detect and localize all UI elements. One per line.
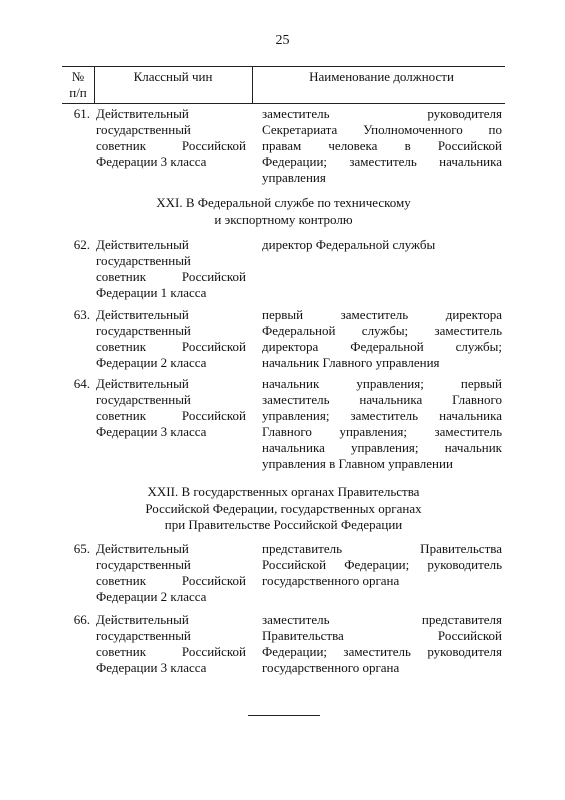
heading-line: при Правительстве Российской Федерации [164, 517, 403, 532]
heading-line: Российской Федерации, государственных органах [145, 500, 422, 516]
row-rank [96, 237, 246, 301]
row-rank [96, 612, 246, 676]
heading-line: XXI. В Федеральной службе по техническому [156, 195, 411, 210]
rank-line: государственный [96, 122, 191, 138]
position-line: заместитель начальника Главного [262, 392, 502, 408]
position-line: начальник Главного управления [262, 355, 440, 371]
position-line: государственного органа [262, 573, 400, 589]
section-heading-xxii [62, 484, 505, 534]
position-line: Федерации; заместитель руководителя [262, 644, 502, 660]
rank-line: Действительный [96, 237, 189, 252]
header-number-line1: № [71, 69, 85, 84]
rank-line: Действительный [96, 612, 189, 627]
position-line: Российской Федерации; руководитель [262, 557, 502, 573]
column-divider [252, 67, 253, 103]
position-line: представитель Правительства [262, 541, 502, 556]
column-divider [94, 67, 95, 103]
position-line: первый заместитель директора [262, 307, 502, 322]
rank-line: государственный [96, 253, 191, 269]
row-position [262, 307, 502, 371]
rank-line: Действительный [96, 106, 189, 121]
rank-line: советник Российской [96, 644, 246, 660]
header-number-line2: п/п [69, 85, 87, 100]
position-line: управления; заместитель начальника [262, 408, 502, 424]
position-line: заместитель руководителя [262, 106, 502, 121]
header-position: Наименование должности [309, 69, 454, 84]
row-number: 64. [73, 376, 90, 391]
position-line: директор Федеральной службы [262, 237, 436, 252]
row-rank [96, 106, 246, 170]
row-number: 63. [73, 307, 90, 322]
position-line: директора Федеральной службы; [262, 339, 502, 355]
row-rank [96, 541, 246, 605]
rank-line: Федерации 3 класса [96, 154, 207, 170]
position-line: Федерации; заместитель начальника [262, 154, 502, 170]
table-header [62, 66, 505, 104]
position-line: Федеральной службы; заместитель [262, 323, 502, 339]
rank-line: советник Российской [96, 269, 246, 285]
rank-line: советник Российской [96, 339, 246, 355]
page-number: 25 [275, 33, 290, 48]
row-number: 62. [73, 237, 90, 252]
row-rank [96, 376, 246, 440]
rank-line: Федерации 1 класса [96, 285, 207, 301]
row-number: 61. [73, 106, 90, 121]
heading-line: и экспортному контролю [214, 211, 353, 227]
rank-line: государственный [96, 557, 191, 573]
position-line: управления [262, 170, 326, 186]
rank-line: Федерации 3 класса [96, 424, 207, 440]
rank-line: Федерации 3 класса [96, 660, 207, 676]
row-position [262, 612, 502, 676]
rank-line: советник Российской [96, 408, 246, 424]
rank-line: государственный [96, 323, 191, 339]
row-position [262, 376, 502, 473]
heading-line: XXII. В государственных органах Правительства [147, 484, 420, 499]
position-line: Секретариата Уполномоченного по [262, 122, 502, 138]
position-line: начальника управления; начальник [262, 440, 502, 456]
rank-line: советник Российской [96, 573, 246, 589]
rank-line: Действительный [96, 376, 189, 391]
position-line: Главного управления; заместитель [262, 424, 502, 440]
rank-line: советник Российской [96, 138, 246, 154]
position-line: правам человека в Российской [262, 138, 502, 154]
rank-line: Действительный [96, 541, 189, 556]
rank-line: государственный [96, 392, 191, 408]
row-position [262, 541, 502, 589]
position-line: заместитель представителя [262, 612, 502, 627]
row-position [262, 237, 502, 253]
header-number [64, 69, 92, 101]
end-separator-rule [248, 715, 320, 716]
rank-line: государственный [96, 628, 191, 644]
position-line: Правительства Российской [262, 628, 502, 644]
header-rank: Классный чин [133, 69, 213, 84]
section-heading-xxi [62, 195, 505, 228]
row-number: 65. [73, 541, 90, 556]
position-line: управления в Главном управлении [262, 456, 453, 472]
rank-line: Федерации 2 класса [96, 589, 207, 605]
row-position [262, 106, 502, 186]
rank-line: Федерации 2 класса [96, 355, 207, 371]
position-line: государственного органа [262, 660, 400, 676]
row-number: 66. [73, 612, 90, 627]
row-rank [96, 307, 246, 371]
position-line: начальник управления; первый [262, 376, 502, 391]
rank-line: Действительный [96, 307, 189, 322]
